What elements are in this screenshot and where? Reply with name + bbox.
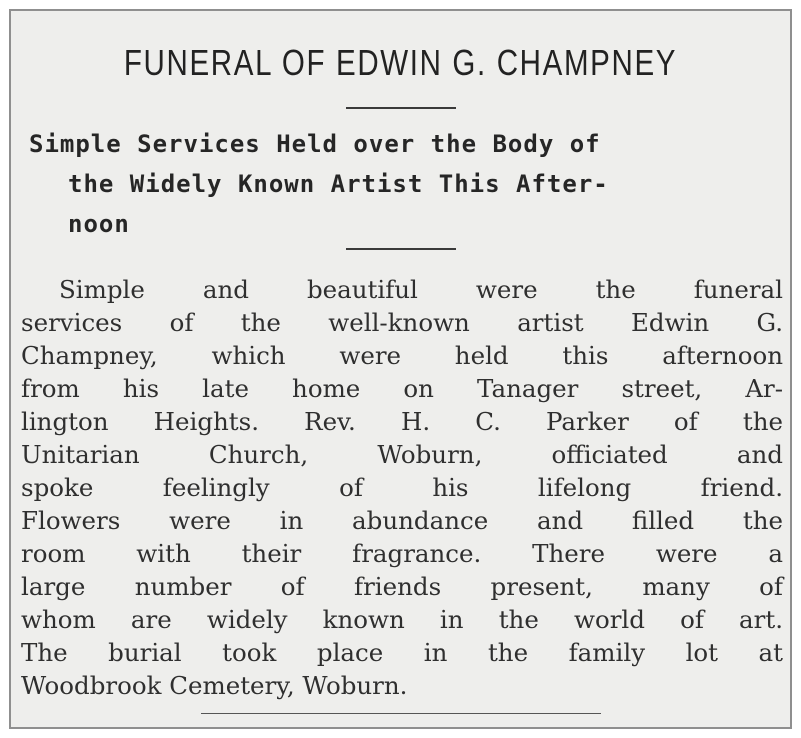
subheadline [29, 124, 779, 244]
subhead-line: Simple Services Held over the Body of [29, 130, 601, 158]
end-divider [201, 713, 601, 714]
headline: FUNERAL OF EDWIN G. CHAMPNEY [123, 42, 678, 83]
body-line: Flowers were in abundance and filled the [21, 506, 783, 535]
body-line: Unitarian Church, Woburn, officiated and [21, 440, 783, 469]
body-line: spoke feelingly of his lifelong friend. [21, 473, 783, 502]
body-line: Simple and beautiful were the funeral [59, 275, 783, 304]
body-line: whom are widely known in the world of art. [21, 605, 783, 634]
article-body [21, 273, 783, 702]
body-line: services of the well-known artist Edwin G. [21, 308, 783, 337]
newspaper-clipping [9, 9, 792, 729]
subhead-line: the Widely Known Artist This After- [68, 170, 609, 198]
body-line: from his late home on Tanager street, Ar- [21, 374, 783, 403]
body-line: lington Heights. Rev. H. C. Parker of the [21, 407, 783, 436]
headline-divider [346, 107, 456, 109]
body-line: room with their fragrance. There were a [21, 539, 783, 568]
body-line: The burial took place in the family lot at [21, 638, 783, 667]
subhead-divider [346, 248, 456, 250]
body-line: Champney, which were held this afternoon [21, 341, 783, 370]
body-line: large number of friends present, many of [21, 572, 783, 601]
subhead-line: noon [68, 210, 130, 238]
body-line: Woodbrook Cemetery, Woburn. [21, 671, 408, 700]
